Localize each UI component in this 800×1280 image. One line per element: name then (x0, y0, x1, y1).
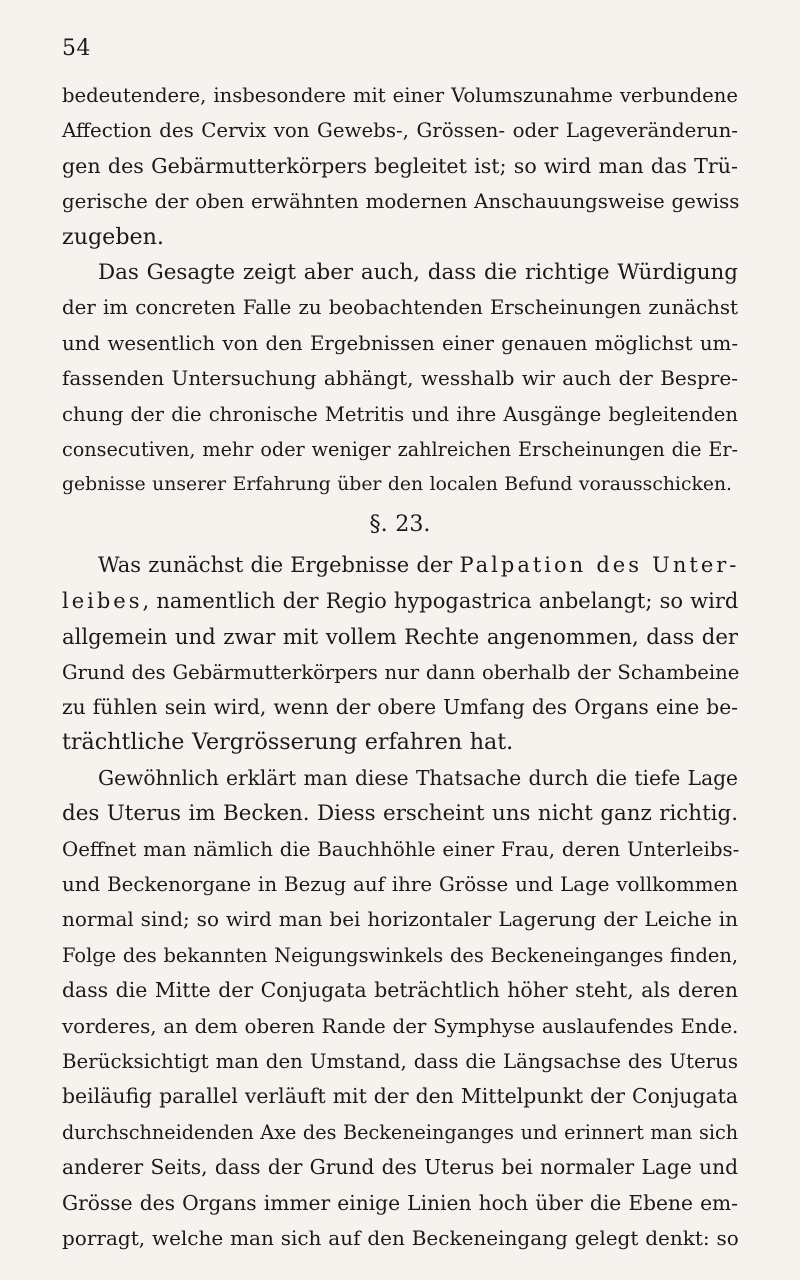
text-line: porragt, welche man sich auf den Beckeneingang gelegt denkt: so (62, 1226, 739, 1250)
text-line: vorderes, an dem oberen Rande der Symphyse auslaufendes Ende. (62, 1014, 739, 1038)
text-line: bedeutendere, insbesondere mit einer Volumszunahme verbundene (62, 84, 738, 107)
text-line: Oeffnet man nämlich die Bauchhöhle einer Frau, deren Unterleibs- (62, 837, 740, 861)
text-line (62, 548, 738, 583)
text-line: beiläufig parallel verläuft mit der den Mittelpunkt der Conjugata (62, 1084, 738, 1109)
text-line: dass die Mitte der Conjugata beträchtlich höher steht, als deren (62, 978, 738, 1003)
text-line: durchschneidenden Axe des Beckeneinganges und erinnert man sich (62, 1120, 739, 1144)
text-line: anderer Seits, dass der Grund des Uterus bei normaler Lage und (62, 1155, 738, 1180)
paragraph-2 (62, 255, 738, 503)
body-text (62, 78, 738, 1256)
section-heading: §. 23. (369, 510, 431, 537)
text-line: trächtliche Vergrösserung erfahren hat. (62, 729, 514, 756)
page-number: 54 (62, 36, 91, 61)
paragraph-4 (62, 761, 738, 1257)
text-line: Gewöhnlich erklärt man diese Thatsache durch die tiefe Lage (98, 765, 738, 790)
text-line: consecutiven, mehr oder weniger zahlreichen Erscheinungen die Er- (62, 438, 738, 462)
text-line: gen des Gebärmutterkörpers begleitet ist; so wird man das Trü- (62, 153, 738, 178)
text-run: , namentlich der Regio hypogastrica anbelangt; so wird (142, 588, 739, 613)
text-line: und Beckenorgane in Bezug auf ihre Grösse und Lage vollkommen (62, 872, 738, 896)
paragraph-3 (62, 548, 738, 760)
text-line: der im concreten Falle zu beobachtenden Erscheinungen zunächst (62, 296, 738, 320)
text-line: Grösse des Organs immer einige Linien hoch über die Ebene em- (62, 1190, 738, 1215)
text-line: chung der die chronische Metritis und ihre Ausgänge begleitenden (62, 402, 738, 426)
text-line: Grund des Gebärmutterkörpers nur dann oberhalb der Schambeine (62, 660, 740, 684)
text-line: allgemein und zwar mit vollem Rechte angenommen, dass der (62, 624, 738, 650)
text-line: Berücksichtigt man den Umstand, dass die Längsachse des Uterus (62, 1049, 738, 1073)
text-line: des Uterus im Becken. Diess erscheint uns nicht ganz richtig. (62, 801, 738, 827)
text-line: normal sind; so wird man bei horizontaler Lagerung der Leiche in (62, 907, 738, 932)
text-line: zugeben. (62, 223, 164, 250)
emphasized-text: Palpation des Unter- (459, 553, 740, 578)
text-line: gebnisse unserer Erfahrung über den localen Befund vorausschicken. (62, 474, 733, 496)
text-line: zu fühlen sein wird, wenn der obere Umfang des Organs eine be- (62, 694, 738, 719)
text-line: gerische der oben erwähnten modernen Anschauungsweise gewiss (62, 190, 740, 214)
text-line: Affection des Cervix von Gewebs-, Grössen- oder Lageveränderun- (62, 119, 738, 143)
text-line: Folge des bekannten Neigungswinkels des Beckeneinganges finden, (62, 943, 738, 967)
text-line (62, 584, 738, 619)
text-line: und wesentlich von den Ergebnissen einer genauen möglichst um- (62, 331, 738, 355)
text-line: fassenden Untersuchung abhängt, wesshalb wir auch der Bespre- (62, 366, 738, 391)
text-line: Das Gesagte zeigt aber auch, dass die richtige Würdigung (98, 260, 738, 286)
text-run: Was zunächst die Ergebnisse der (98, 553, 460, 578)
paragraph-1 (62, 78, 738, 255)
emphasized-text: leibes (62, 588, 143, 613)
